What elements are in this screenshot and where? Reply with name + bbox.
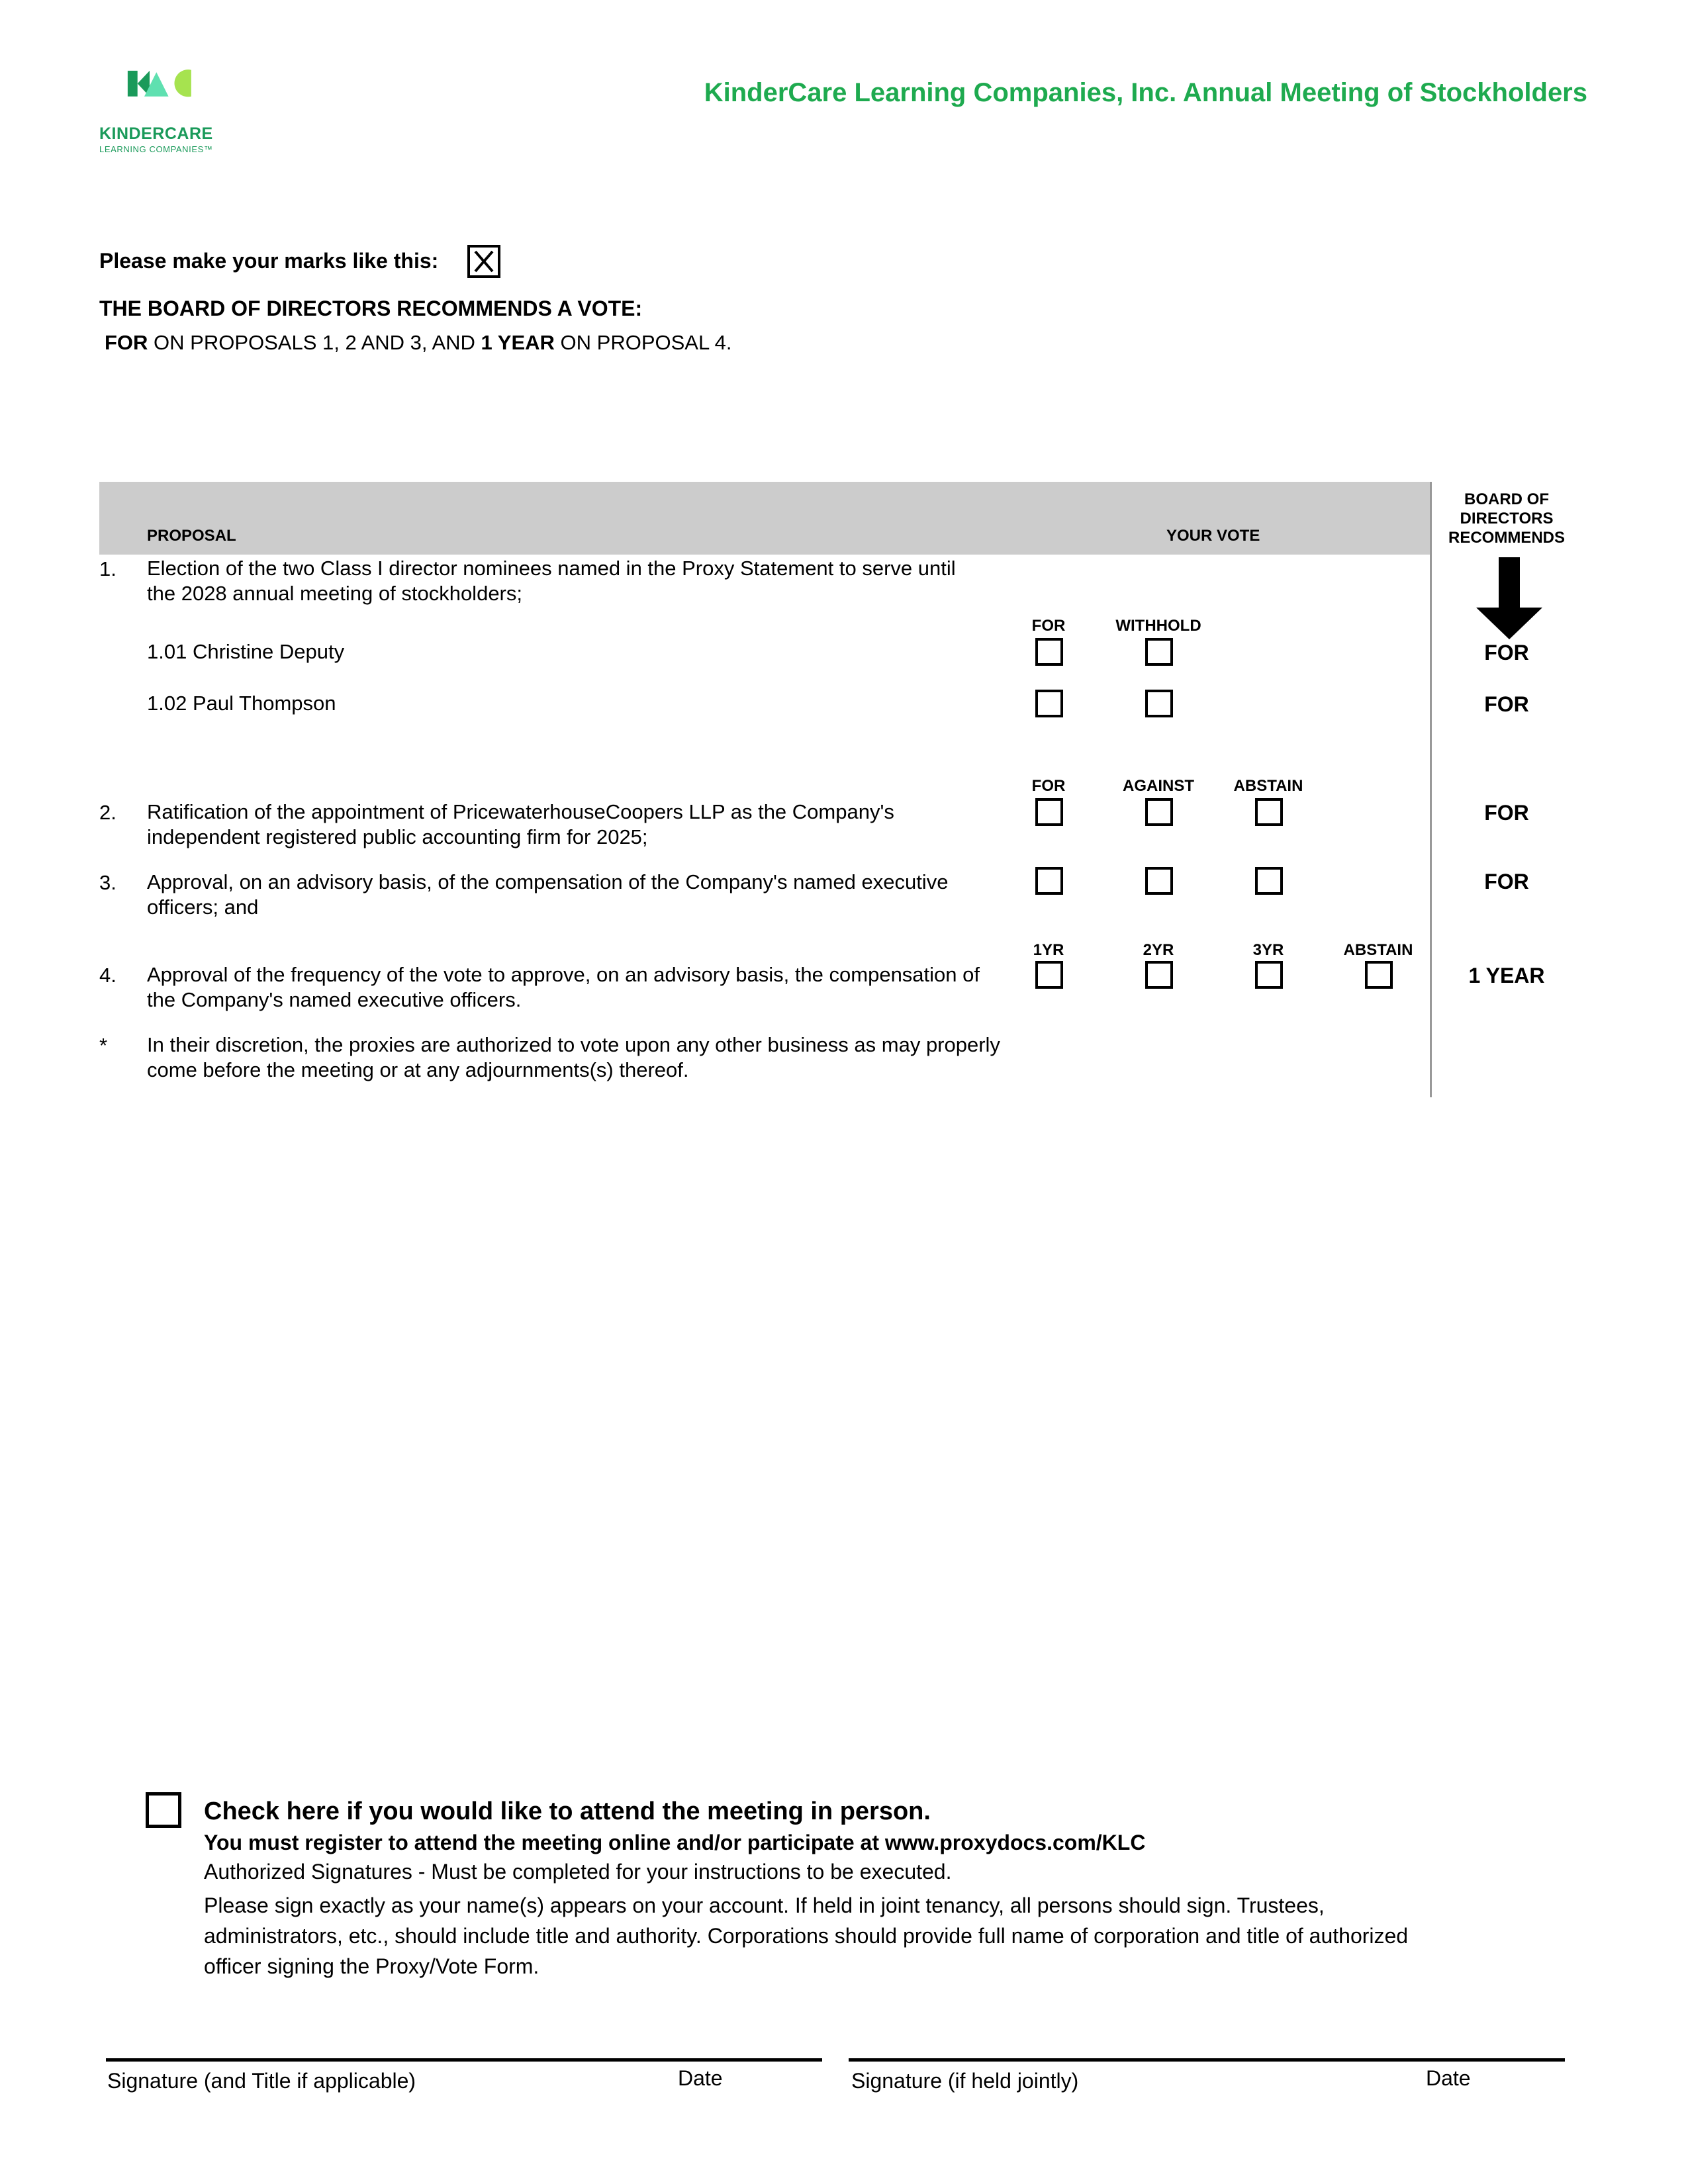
proposal-4-recommendation: 1 YEAR (1468, 964, 1545, 987)
logo-wordmark: KINDERCARE (99, 124, 213, 143)
proposal-3-for-checkbox[interactable] (1035, 867, 1063, 895)
nominee-2-for-checkbox[interactable] (1035, 690, 1063, 717)
header-board-recommends: BOARD OF DIRECTORS RECOMMENDS (1448, 490, 1565, 547)
date-2-label: Date (1426, 2066, 1471, 2090)
p4-col-abstain: ABSTAIN (1343, 941, 1413, 959)
board-recommends-line (105, 331, 732, 355)
p2-col-for: FOR (1031, 777, 1066, 795)
p4-col-2yr: 2YR (1143, 941, 1174, 959)
proposal-4-3yr-checkbox[interactable] (1255, 961, 1283, 989)
nominee-2-withhold-checkbox[interactable] (1145, 690, 1173, 717)
signature-2-label: Signature (if held jointly) (851, 2069, 1079, 2093)
proposal-4-abstain-checkbox[interactable] (1365, 961, 1393, 989)
example-x-mark (467, 245, 500, 278)
signature-1-label: Signature (and Title if applicable) (107, 2069, 416, 2093)
signing-instructions: Please sign exactly as your name(s) appears on your account. If held in joint tenancy, all persons should sign. Trustees, administrators, etc., should include title and authority. Corporations should provide full name of corporation and title of authorized officer signing the Proxy/Vote Form. (204, 1893, 1409, 1978)
nominee-1-for-checkbox[interactable] (1035, 638, 1063, 666)
board-recommends-title: THE BOARD OF DIRECTORS RECOMMENDS A VOTE: (99, 296, 643, 320)
proposal-1-text: Election of the two Class I director nominees named in the Proxy Statement to serve until the 2028 annual meeting of stockholders; (147, 557, 956, 605)
signature-line-2 (849, 2058, 1565, 2062)
proposal-2-for-checkbox[interactable] (1035, 798, 1063, 826)
rec-year-bold: 1 YEAR (481, 331, 555, 354)
rec-end: ON PROPOSAL 4. (554, 331, 732, 354)
page-title: KinderCare Learning Companies, Inc. Annual Meeting of Stockholders (704, 78, 1587, 107)
proposal-4-2yr-checkbox[interactable] (1145, 961, 1173, 989)
signature-line-1 (106, 2058, 822, 2062)
kindercare-logo (99, 66, 232, 119)
p4-col-3yr: 3YR (1252, 941, 1284, 959)
board-column-divider (1430, 482, 1432, 1097)
attend-in-person-checkbox[interactable] (146, 1792, 181, 1828)
proposal-2-recommendation: FOR (1484, 801, 1529, 825)
down-arrow-icon (1476, 557, 1542, 639)
other-business-marker: * (99, 1034, 108, 1057)
logo-subtitle: LEARNING COMPANIES™ (99, 144, 213, 154)
proposal-1-number: 1. (99, 557, 117, 580)
header-proposal: PROPOSAL (147, 527, 236, 545)
nominee-2-recommendation: FOR (1484, 692, 1529, 716)
attend-in-person-label: Check here if you would like to attend the meeting in person. (204, 1797, 931, 1825)
date-1-label: Date (678, 2066, 723, 2090)
proposal-2-abstain-checkbox[interactable] (1255, 798, 1283, 826)
proposal-4-text: Approval of the frequency of the vote to approve, on an advisory basis, the compensation of the Company's named executive officers. (147, 963, 980, 1011)
p2-col-against: AGAINST (1123, 777, 1194, 795)
nominee-2-name: 1.02 Paul Thompson (147, 692, 336, 715)
proposal-4-1yr-checkbox[interactable] (1035, 961, 1063, 989)
p1-col-withhold: WITHHOLD (1115, 617, 1201, 635)
rec-middle: ON PROPOSALS 1, 2 AND 3, AND (148, 331, 481, 354)
p2-col-abstain: ABSTAIN (1233, 777, 1303, 795)
proposal-3-recommendation: FOR (1484, 870, 1529, 893)
nominee-1-recommendation: FOR (1484, 641, 1529, 664)
other-business-text: In their discretion, the proxies are authorized to vote upon any other business as may properly come before the meeting or at any adjournments(s) thereof. (147, 1033, 1000, 1081)
proposal-2-number: 2. (99, 801, 117, 824)
nominee-1-withhold-checkbox[interactable] (1145, 638, 1173, 666)
rec-for-bold: FOR (105, 331, 148, 354)
proposal-3-abstain-checkbox[interactable] (1255, 867, 1283, 895)
p1-col-for: FOR (1031, 617, 1066, 635)
proposal-4-number: 4. (99, 964, 117, 987)
x-icon (470, 248, 498, 275)
proposal-2-text: Ratification of the appointment of PricewaterhouseCoopers LLP as the Company's independent registered public accounting firm for 2025; (147, 800, 894, 848)
register-notice: You must register to attend the meeting online and/or participate at www.proxydocs.com/KLC (204, 1831, 1146, 1854)
nominee-1-name: 1.01 Christine Deputy (147, 640, 345, 663)
proposal-3-against-checkbox[interactable] (1145, 867, 1173, 895)
header-your-vote: YOUR VOTE (1166, 527, 1260, 545)
p4-col-1yr: 1YR (1033, 941, 1064, 959)
proposal-2-against-checkbox[interactable] (1145, 798, 1173, 826)
marks-instruction: Please make your marks like this: (99, 249, 439, 273)
proposal-3-text: Approval, on an advisory basis, of the compensation of the Company's named executive officers; and (147, 870, 949, 919)
authorized-signatures-notice: Authorized Signatures - Must be completed for your instructions to be executed. (204, 1860, 952, 1884)
proposal-3-number: 3. (99, 871, 117, 894)
